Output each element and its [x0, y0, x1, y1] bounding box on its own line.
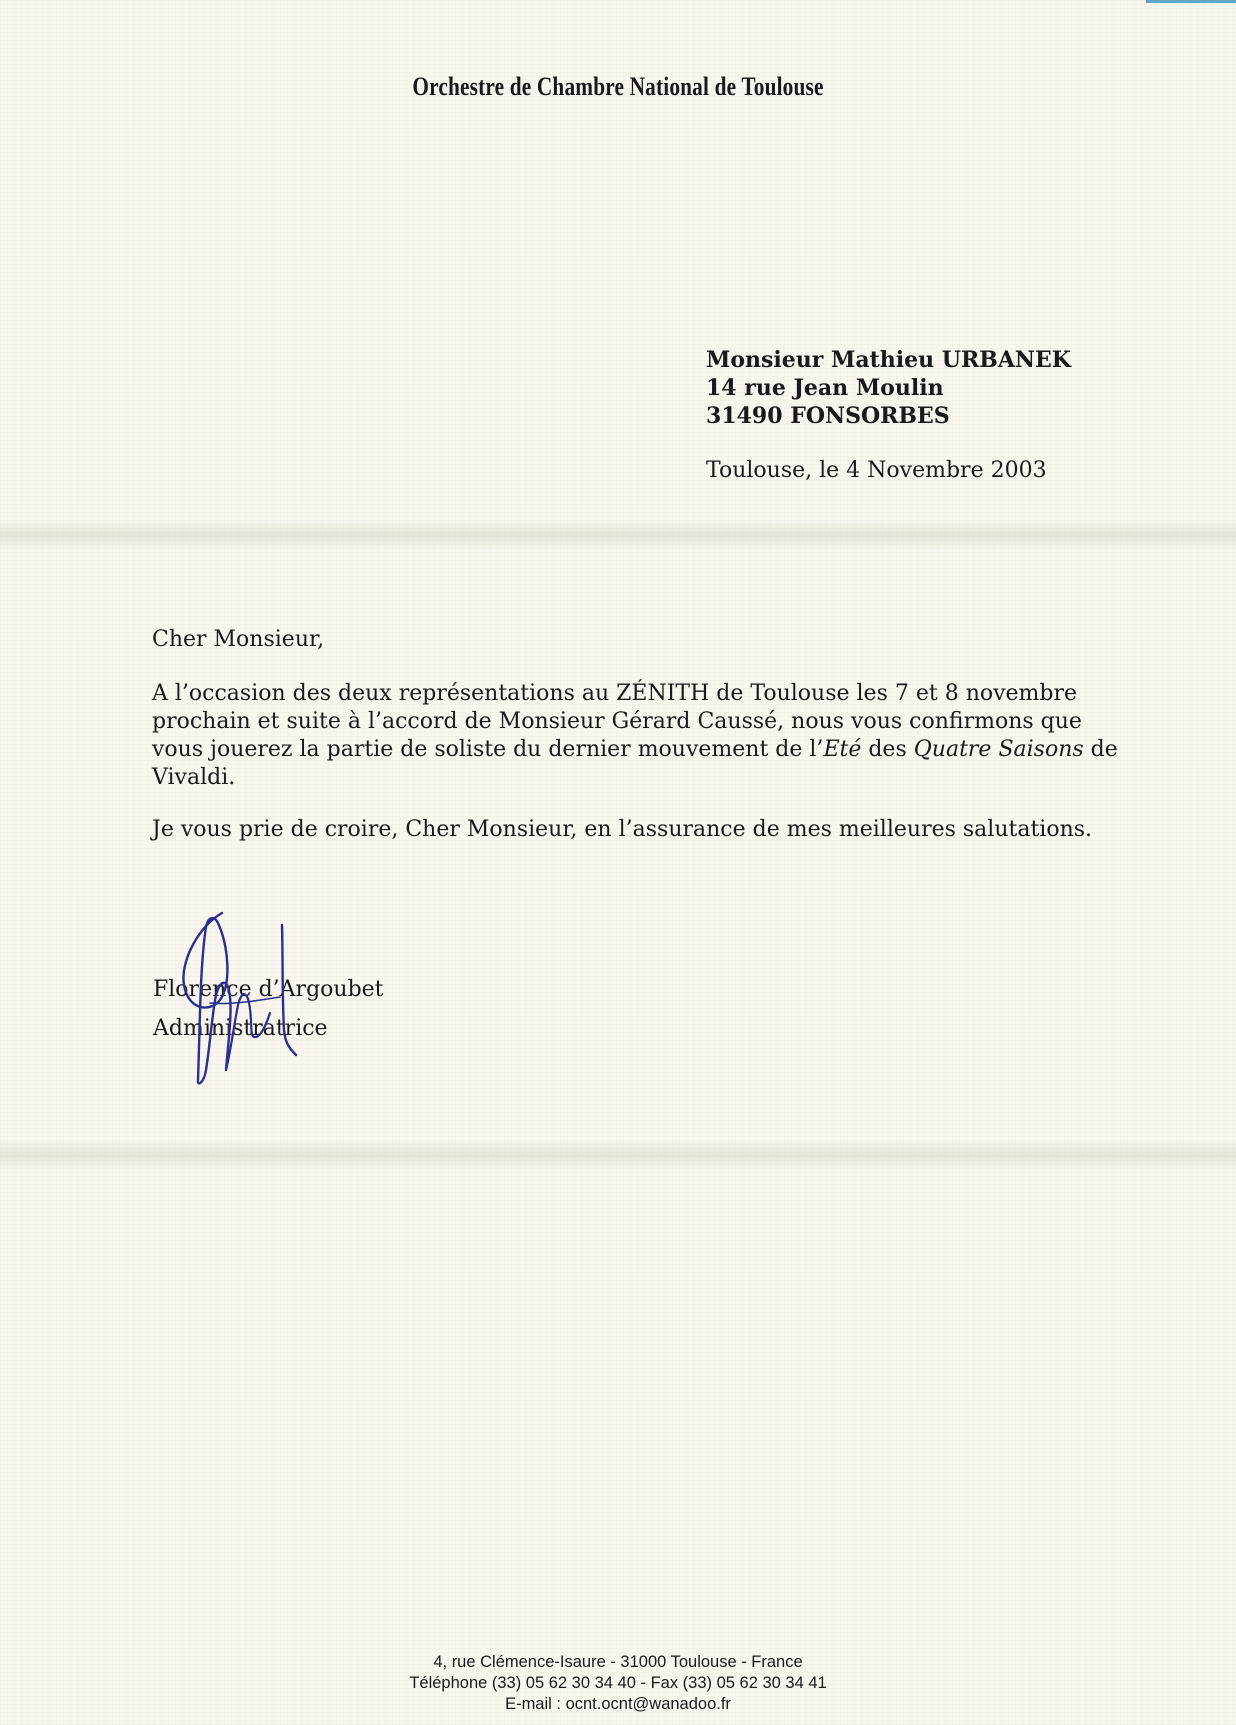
recipient-street: 14 rue Jean Moulin [706, 375, 944, 401]
paper-fold-line [0, 520, 1236, 550]
salutation: Cher Monsieur, [152, 627, 325, 652]
recipient-address [706, 346, 1071, 430]
footer-contact [0, 1652, 1236, 1715]
paragraph-line: A l’occasion des deux représentations au ZÉNITH de Toulouse les 7 et 8 novembre [152, 681, 1078, 706]
paragraph-line: prochain et suite à l’accord de Monsieur Gérard Caussé, nous vous confirmons que [152, 709, 1082, 734]
signatory-name: Florence d’Argoubet [153, 977, 384, 1002]
paper-fold-line [0, 1140, 1236, 1170]
footer-address: 4, rue Clémence-Isaure - 31000 Toulouse - France [433, 1653, 803, 1671]
paragraph-text: des [861, 737, 914, 762]
scan-edge-mark [1146, 0, 1236, 3]
signatory-title: Administratrice [153, 1016, 328, 1041]
recipient-name: Monsieur Mathieu URBANEK [706, 347, 1071, 373]
handwritten-signature [170, 905, 330, 1090]
recipient-city: 31490 FONSORBES [706, 403, 950, 429]
letter-paragraph [152, 680, 1118, 792]
letterhead-title: Orchestre de Chambre National de Toulouse [412, 72, 824, 101]
paragraph-line [152, 736, 1118, 764]
paragraph-line: Vivaldi. [152, 765, 236, 790]
paragraph-text: de [1083, 737, 1118, 762]
paragraph-text: vous jouerez la partie de soliste du dernier mouvement de l’ [152, 737, 824, 762]
work-title-quatre-saisons: Quatre Saisons [913, 737, 1084, 762]
footer-email: E-mail : ocnt.ocnt@wanadoo.fr [505, 1695, 731, 1713]
letter-date: Toulouse, le 4 Novembre 2003 [706, 458, 1047, 483]
closing-formula: Je vous prie de croire, Cher Monsieur, en l’assurance de mes meilleures salutations. [152, 817, 1093, 842]
work-title-ete: Eté [823, 737, 862, 762]
footer-phone-fax: Téléphone (33) 05 62 30 34 40 - Fax (33) 05 62 30 34 41 [409, 1674, 827, 1692]
